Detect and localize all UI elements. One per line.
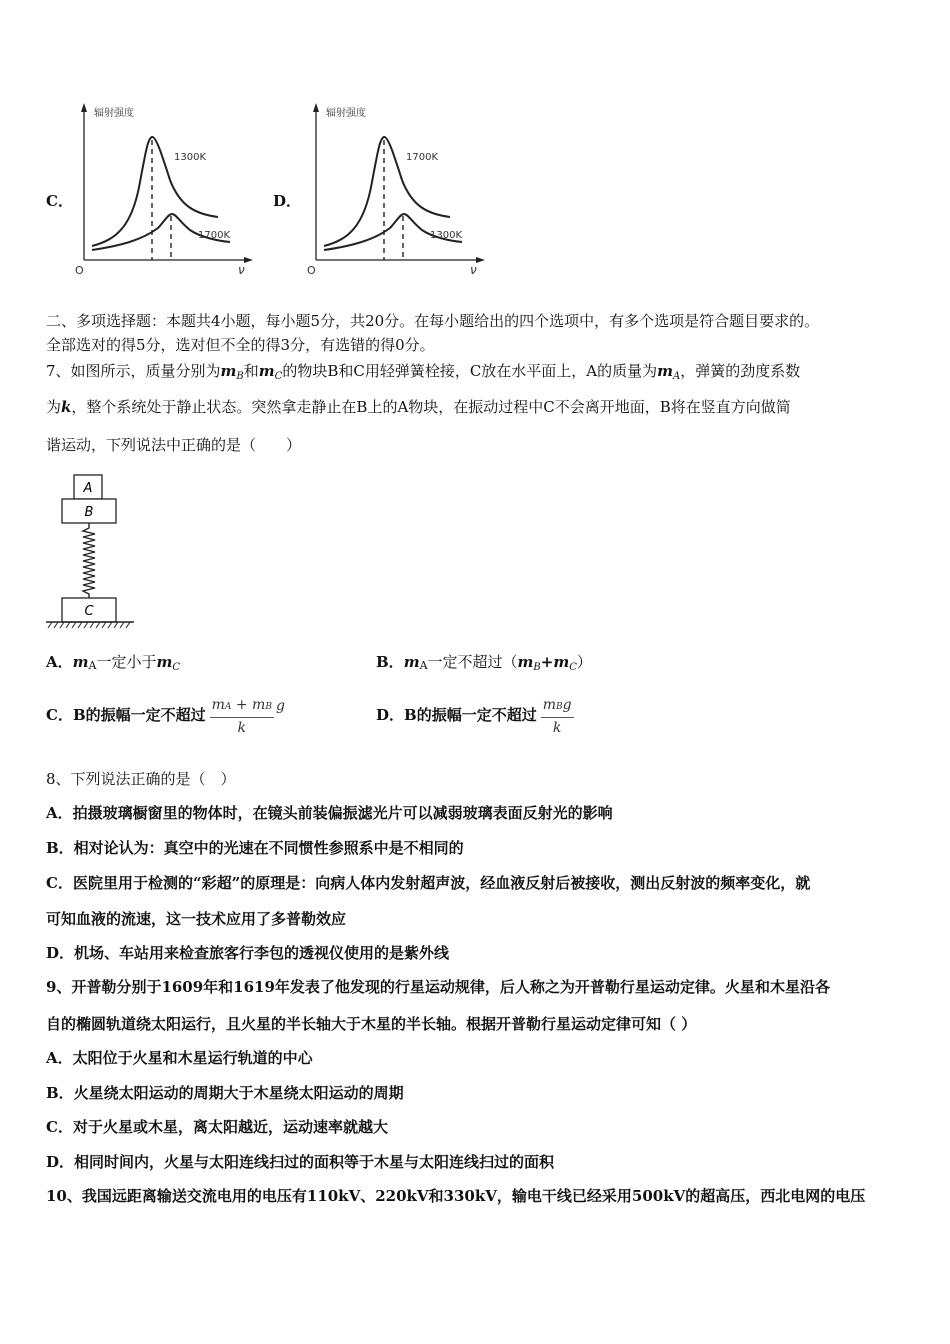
block-b-label: B bbox=[84, 505, 94, 520]
q7-option-a bbox=[46, 651, 180, 679]
graph-c-y-arrow bbox=[81, 103, 87, 112]
q7-mA-sub: A bbox=[673, 371, 681, 382]
q7-text: 为 bbox=[46, 398, 62, 416]
graph-c-lower-label: 1700K bbox=[198, 230, 231, 241]
var-sub: B bbox=[555, 701, 563, 712]
q7-text: 的物块B和C用轻弹簧栓接，C放在水平面上，A的质量为 bbox=[282, 362, 658, 380]
q7-option-d bbox=[376, 690, 574, 740]
q7-text: ，整个系统处于静止状态。突然拿走静止在B上的A物块，在振动过程中C不会离开地面，B将在竖直方向做简 bbox=[71, 398, 791, 416]
graph-c-label: C． bbox=[46, 192, 73, 210]
q7-text: 7、如图所示，质量分别为 bbox=[46, 362, 221, 380]
spring bbox=[83, 523, 95, 598]
option-label: D． bbox=[376, 706, 405, 724]
var-sub: A bbox=[88, 659, 97, 672]
fraction-c-denominator: k bbox=[237, 719, 247, 736]
var-m: m bbox=[542, 696, 556, 713]
q9-line2: 自的椭圆轨道绕太阳运行，且火星的半长轴大于木星的半长轴。根据开普勒行星运动定律可知（ ） bbox=[46, 1015, 697, 1033]
q7-mA: m bbox=[657, 362, 674, 380]
var-g: g bbox=[562, 696, 572, 713]
option-text: 一定小于 bbox=[96, 653, 157, 671]
graph-c-x-arrow bbox=[244, 257, 253, 263]
var-m: m bbox=[403, 653, 420, 671]
option-text: B的振幅一定不超过 bbox=[72, 706, 206, 724]
q7-mC-sub: C bbox=[274, 371, 283, 382]
section2-line1: 二、多项选择题：本题共4小题，每小题5分，共20分。在每小题给出的四个选项中，有多个选项是符合题目要求的。 bbox=[46, 312, 820, 330]
var-sub: A bbox=[224, 701, 232, 712]
q8-option-c-line2: 可知血液的流速，这一技术应用了多普勒效应 bbox=[46, 910, 347, 928]
option-label: A． bbox=[46, 653, 73, 671]
var-g: g bbox=[275, 698, 285, 714]
graph-c-origin: O bbox=[75, 264, 84, 277]
ground-hatch bbox=[48, 622, 130, 628]
graph-d-lower-label: 1300K bbox=[430, 230, 463, 241]
var-m: m bbox=[517, 653, 534, 671]
var-sub: A bbox=[419, 659, 428, 672]
var-sub: C bbox=[172, 662, 181, 673]
q7-option-c bbox=[46, 690, 285, 740]
graph-c-upper-label: 1300K bbox=[174, 152, 207, 163]
var-sub: B bbox=[533, 662, 541, 673]
section2-line2: 全部选对的得5分，选对但不全的得3分，有选错的得0分。 bbox=[46, 336, 435, 354]
q7-mB: m bbox=[220, 362, 237, 380]
q9-line1: 9、开普勒分别于1609年和1619年发表了他发现的行星运动规律，后人称之为开普勒行星运动定律。火星和木星沿各 bbox=[46, 978, 830, 996]
graph-d-y-arrow bbox=[313, 103, 319, 112]
var-m: m bbox=[553, 653, 570, 671]
graph-c bbox=[70, 100, 260, 280]
option-text: B的振幅一定不超过 bbox=[404, 706, 537, 724]
var-m: m bbox=[72, 653, 89, 671]
option-text: 一定不超过（ bbox=[427, 653, 518, 671]
graph-d-label: D． bbox=[273, 192, 302, 210]
graph-d-xlabel: ν bbox=[470, 263, 477, 277]
graph-c-xlabel: ν bbox=[238, 263, 245, 277]
q10-line1: 10、我国远距离输送交流电用的电压有110kV、220kV和330kV，输电干线已经采用500kV的超高压，西北电网的电压 bbox=[46, 1187, 866, 1205]
graph-d-upper-label: 1700K bbox=[406, 152, 439, 163]
q8-option-a: A．拍摄玻璃橱窗里的物体时，在镜头前装偏振滤光片可以减弱玻璃表面反射光的影响 bbox=[46, 804, 613, 822]
q7-spring-figure bbox=[42, 470, 142, 635]
q7-mB-sub: B bbox=[236, 371, 244, 382]
q7-line2 bbox=[46, 396, 791, 418]
q7-text: ，弹簧的劲度系数 bbox=[680, 362, 801, 380]
option-label: C． bbox=[46, 706, 73, 724]
q8-option-d: D．机场、车站用来检查旅客行李包的透视仪使用的是紫外线 bbox=[46, 944, 450, 962]
var-sub: B bbox=[265, 701, 272, 712]
q8-option-b: B．相对论认为：真空中的光速在不同惯性参照系中是不相同的 bbox=[46, 839, 464, 857]
graph-d-x-arrow bbox=[476, 257, 485, 263]
option-label: B． bbox=[376, 653, 404, 671]
plus-term: + m bbox=[231, 696, 266, 713]
fraction-d-denominator: k bbox=[552, 719, 562, 736]
fraction-d-numerator bbox=[541, 696, 574, 718]
fraction-d bbox=[541, 696, 574, 737]
option-text: ） bbox=[576, 653, 592, 671]
q9-option-c: C．对于火星或木星，离太阳越近，运动速率就越大 bbox=[46, 1118, 388, 1136]
q9-option-d: D．相同时间内，火星与太阳连线扫过的面积等于木星与太阳连线扫过的面积 bbox=[46, 1153, 555, 1171]
var-m: m bbox=[211, 696, 225, 713]
q7-text: 和 bbox=[243, 362, 259, 380]
var-m: m bbox=[156, 653, 173, 671]
graph-c-ylabel: 辐射强度 bbox=[94, 108, 134, 119]
q8-stem: 8、下列说法正确的是（ ） bbox=[46, 770, 236, 788]
var-sub: C bbox=[569, 662, 577, 673]
fraction-c bbox=[210, 696, 274, 737]
graph-d bbox=[302, 100, 492, 280]
graph-d-origin: O bbox=[307, 264, 316, 277]
graph-d-ylabel: 辐射强度 bbox=[326, 108, 366, 119]
q9-option-a: A．太阳位于火星和木星运行轨道的中心 bbox=[46, 1049, 313, 1067]
q7-mC: m bbox=[258, 362, 275, 380]
q9-option-b: B．火星绕太阳运动的周期大于木星绕太阳运动的周期 bbox=[46, 1084, 404, 1102]
q7-k: k bbox=[61, 398, 72, 416]
q7-option-b bbox=[376, 651, 592, 679]
fraction-c-numerator bbox=[210, 696, 274, 718]
q7-line3: 谐运动，下列说法中正确的是（ ） bbox=[46, 436, 302, 454]
block-a-label: A bbox=[83, 481, 93, 496]
block-c-label: C bbox=[84, 604, 94, 619]
plus-sign: + bbox=[540, 653, 554, 671]
q7-line1 bbox=[46, 360, 800, 388]
q8-option-c-line1: C．医院里用于检测的“彩超”的原理是：向病人体内发射超声波，经血液反射后被接收，测出反射波的频率变化，就 bbox=[46, 874, 811, 892]
